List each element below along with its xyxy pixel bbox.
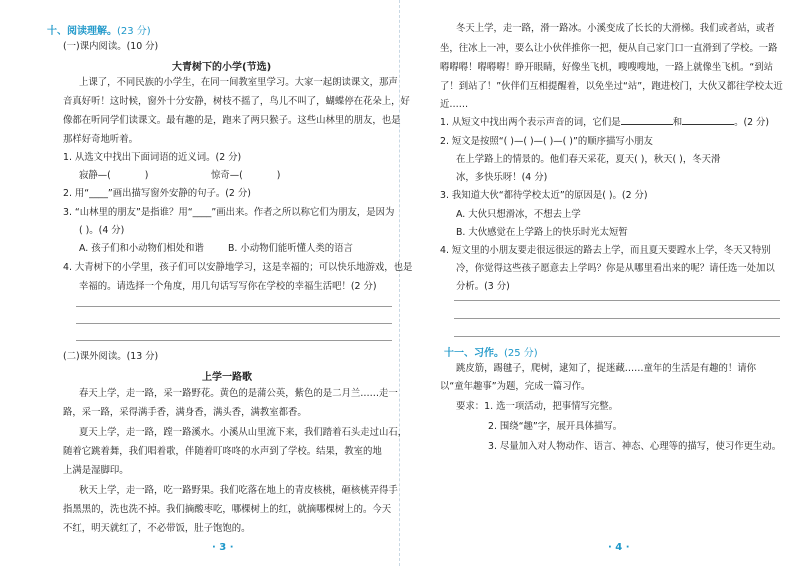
part2-heading: (二)课外阅读。(13 分): [63, 351, 159, 362]
answer-line[interactable]: [454, 336, 780, 337]
passage2-line: 指黑黑的，洗也洗不掉。我们摘酸枣吃，哪棵树上的红，就摘哪棵树上的。今天: [63, 504, 392, 515]
q3-option-a[interactable]: A. 大伙只想滑冰，不想去上学: [456, 209, 581, 220]
question-4-cont: 幸福的。请选择一个角度，用几句话写写你在学校的幸福生活吧！(2 分): [79, 281, 377, 292]
blank-field[interactable]: [682, 124, 734, 125]
essay-requirement-1: 要求：1. 选一项活动，把事情写完整。: [456, 401, 618, 412]
passage1-line: 上课了，不同民族的小学生，在同一间教室里学习。大家一起朗读课文，那声: [79, 77, 398, 88]
passage2-line: 了！到站了！”伙伴们互相提醒着，以免坐过“站”，跑进校门，大伙又都往学校太近: [440, 81, 783, 92]
section-10-title: 十、阅读理解。(23 分): [47, 26, 151, 37]
essay-requirement-3: 3. 尽量加入对人物动作、语言、神态、心理等的描写，使习作更生动。: [488, 441, 782, 452]
question-3: 3. “山林里的朋友”是指谁？用“____”画出来。作者之所以称它们为朋友，是因为: [63, 207, 395, 218]
answer-line[interactable]: [76, 323, 392, 324]
answer-line[interactable]: [454, 318, 780, 319]
section-11-title: 十一、习作。(25 分): [444, 348, 538, 359]
passage2-line: 近……: [440, 99, 469, 110]
question-1: 1. 从选文中找出下面词语的近义词。(2 分): [63, 152, 242, 163]
question-4-cont: 冷，你觉得这些孩子愿意去上学吗？你是从哪里看出来的呢？请任选一处加以: [456, 263, 775, 274]
essay-prompt: 以“童年趣事”为题，完成一篇习作。: [440, 381, 591, 392]
passage2-line: 坐，往冰上一冲，要么让小伙伴推你一把，便从自己家门口一直滑到了学校。一路: [440, 43, 778, 54]
page-4: [400, 0, 800, 566]
q3-option-b[interactable]: B. 大伙感觉在上学路上的快乐时光太短暂: [456, 227, 628, 238]
question-3-cont: ( )。(4 分): [79, 225, 125, 236]
passage1-line: 音真好听！这时候，窗外十分安静，树枝不摇了，鸟儿不叫了，蝴蝶停在花朵上，好: [63, 96, 410, 107]
q1-item-b[interactable]: 惊奇—( ): [211, 170, 281, 181]
q1-item-a[interactable]: 寂静—( ): [79, 170, 149, 181]
passage1-line: 那样好奇地听着。: [63, 134, 139, 145]
page-number: · 4 ·: [608, 542, 630, 553]
passage2-line: 上满是湿脚印。: [63, 465, 129, 476]
passage2-line: 不红，明天就红了，不必带饭，肚子饱饱的。: [63, 523, 251, 534]
question-2-cont: 冰，多快乐呀！(4 分): [456, 172, 548, 183]
question-2-cont: 在上学路上的情景的。他们春天采花，夏天( )，秋天( )，冬天滑: [456, 154, 721, 165]
passage2-line: 夏天上学，走一路，蹚一路溪水。小溪从山里流下来，我们踏着石头走过山石，: [79, 427, 408, 438]
question-4-cont: 分析。(3 分): [456, 281, 510, 292]
passage2-line: 随着它跳着舞，我们唱着歌，伴随着叮咚咚的水声到了学校。结果，教室的地: [63, 446, 382, 457]
answer-line[interactable]: [76, 306, 392, 307]
passage2-line: 春天上学，走一路，采一路野花。黄色的是蒲公英，紫色的是二月兰……走一: [79, 388, 398, 399]
question-2-right: 2. 短文是按照“( )—( )—( )—( )”的顺序描写小朋友: [440, 136, 653, 147]
passage2-line: 路，采一路，采得满手香，满身香，满头香，满教室都香。: [63, 407, 307, 418]
answer-line[interactable]: [76, 340, 392, 341]
essay-requirement-2: 2. 围绕“趣”字，展开具体描写。: [488, 421, 623, 432]
blank-field[interactable]: [621, 124, 673, 125]
passage1-title: 大青树下的小学(节选): [172, 62, 272, 73]
passage2-line: 秋天上学，走一路，吃一路野果。我们吃落在地上的青皮核桃，砸核桃弄得手: [79, 485, 398, 496]
q3-option-a[interactable]: A. 孩子们和小动物们相处和谐: [79, 243, 204, 254]
q3-option-b[interactable]: B. 小动物们能听懂人类的语言: [228, 243, 353, 254]
part1-heading: (一)课内阅读。(10 分): [63, 41, 159, 52]
question-2: 2. 用“____”画出描写窗外安静的句子。(2 分): [63, 188, 251, 199]
passage2-line: 嘚嘚嘚！嘚嘚嘚！睁开眼睛，好像坐飞机，嗖嗖嗖地，一路上就像坐飞机。“到站: [440, 62, 773, 73]
passage2-line: 冬天上学，走一路，滑一路冰。小溪变成了长长的大滑梯。我们或者站，或者: [456, 23, 775, 34]
question-3-right: 3. 我知道大伙“都待学校太近”的原因是( )。(2 分): [440, 190, 648, 201]
answer-line[interactable]: [454, 300, 780, 301]
page-number: · 3 ·: [212, 542, 234, 553]
essay-prompt: 跳皮筋，踢毽子，爬树，逮知了，捉迷藏……童年的生活是有趣的！请你: [456, 363, 757, 374]
passage2-title: 上学一路歌: [202, 372, 252, 383]
question-1-right: 1. 从短文中找出两个表示声音的词，它们是 和 。(2 分): [440, 117, 770, 128]
question-4: 4. 大青树下的小学里，孩子们可以安静地学习，这是幸福的；可以快乐地游戏，也是: [63, 262, 413, 273]
passage1-line: 像都在听同学们读课文。最有趣的是，跑来了两只猴子。这些山林里的朋友，也是: [63, 115, 401, 126]
question-4-right: 4. 短文里的小朋友要走很远很远的路去上学，而且夏天要蹚水上学，冬天又特别: [440, 245, 771, 256]
